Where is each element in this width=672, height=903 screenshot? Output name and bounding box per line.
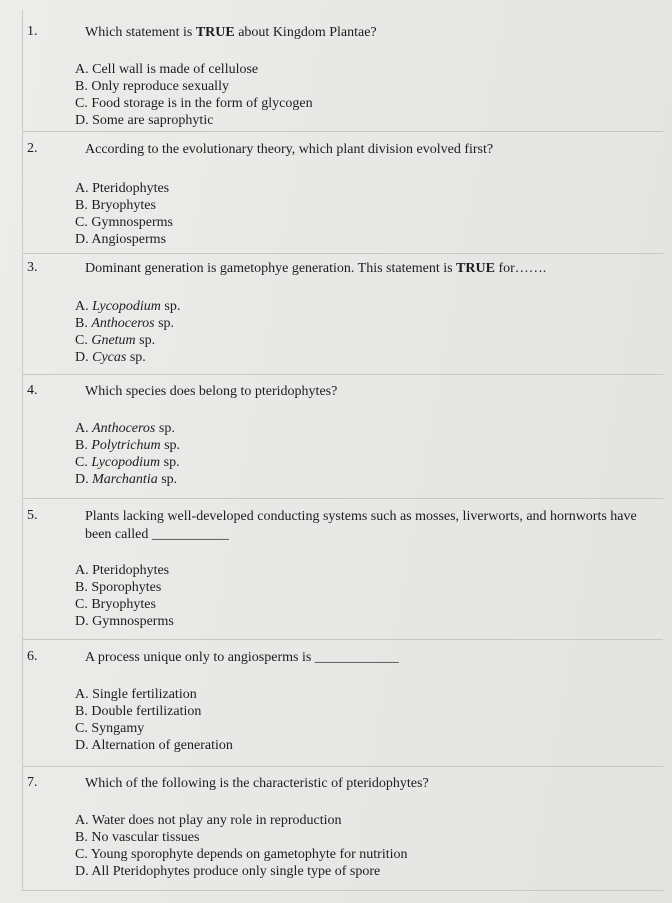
option-d[interactable]: D. Alternation of generation xyxy=(75,738,233,753)
question-text: According to the evolutionary theory, which plant division evolved first? xyxy=(85,142,494,157)
question-5 xyxy=(23,499,663,640)
option-list xyxy=(75,812,407,880)
option-b[interactable]: B. Only reproduce sexually xyxy=(75,79,229,94)
option-b[interactable]: B. Bryophytes xyxy=(75,198,156,213)
option-a[interactable]: A. Lycopodium sp. xyxy=(75,299,181,314)
question-number: 4. xyxy=(27,383,38,398)
option-b[interactable]: B. Anthoceros sp. xyxy=(75,316,175,331)
option-d[interactable]: D. Some are saprophytic xyxy=(75,113,214,128)
option-b[interactable]: B. Sporophytes xyxy=(75,580,162,595)
option-b[interactable]: B. Double fertilization xyxy=(75,704,202,719)
option-c[interactable]: C. Gymnosperms xyxy=(75,215,174,230)
question-number: 7. xyxy=(27,775,38,790)
option-c[interactable]: C. Syngamy xyxy=(75,721,145,736)
question-text: Plants lacking well-developed conducting systems such as mosses, liverworts, and hornworts have been called ___________ xyxy=(85,509,637,542)
option-a[interactable]: A. Anthoceros sp. xyxy=(75,421,175,436)
option-c[interactable]: C. Lycopodium sp. xyxy=(75,455,180,470)
option-list xyxy=(75,298,180,366)
question-number: 6. xyxy=(27,649,38,664)
question-number: 3. xyxy=(27,260,38,275)
question-text xyxy=(85,260,659,277)
question-7 xyxy=(23,767,663,891)
question-text: Which of the following is the characteristic of pteridophytes? xyxy=(85,776,429,791)
option-b[interactable]: B. Polytrichum sp. xyxy=(75,438,181,453)
option-a[interactable]: A. Pteridophytes xyxy=(75,563,170,578)
question-table xyxy=(22,10,663,891)
question-text: Which species does belong to pteridophytes? xyxy=(85,384,338,399)
question-text: Which statement is TRUE about Kingdom Plantae? xyxy=(85,25,377,40)
option-a[interactable]: A. Single fertilization xyxy=(75,687,197,702)
question-text-part: Dominant generation is gametophye generation. This statement is TRUE for……. xyxy=(85,261,547,276)
option-d[interactable]: D. Marchantia sp. xyxy=(75,472,178,487)
question-4 xyxy=(23,375,663,499)
question-number: 2. xyxy=(27,141,38,156)
option-list xyxy=(75,686,233,754)
option-b[interactable]: B. No vascular tissues xyxy=(75,830,200,845)
option-list xyxy=(75,61,313,129)
option-d[interactable]: D. All Pteridophytes produce only single type of spore xyxy=(75,864,381,879)
option-c[interactable]: C. Young sporophyte depends on gametophyte for nutrition xyxy=(75,847,408,862)
option-a[interactable]: A. Cell wall is made of cellulose xyxy=(75,62,259,77)
option-a[interactable]: A. Pteridophytes xyxy=(75,181,170,196)
question-number: 1. xyxy=(27,24,38,39)
question-2 xyxy=(23,132,663,254)
option-c[interactable]: C. Bryophytes xyxy=(75,597,156,612)
option-d[interactable]: D. Cycas sp. xyxy=(75,350,146,365)
option-c[interactable]: C. Food storage is in the form of glycogen xyxy=(75,96,313,111)
question-6 xyxy=(23,640,663,767)
option-a[interactable]: A. Water does not play any role in reproduction xyxy=(75,813,342,828)
question-number: 5. xyxy=(27,508,38,523)
question-3 xyxy=(23,254,663,375)
option-c[interactable]: C. Gnetum sp. xyxy=(75,333,156,348)
option-d[interactable]: D. Gymnosperms xyxy=(75,614,174,629)
question-text: A process unique only to angiosperms is ____________ xyxy=(85,650,399,665)
option-list xyxy=(75,562,174,630)
question-1 xyxy=(23,10,663,132)
option-list xyxy=(75,420,180,488)
option-list xyxy=(75,180,173,248)
option-d[interactable]: D. Angiosperms xyxy=(75,232,167,247)
